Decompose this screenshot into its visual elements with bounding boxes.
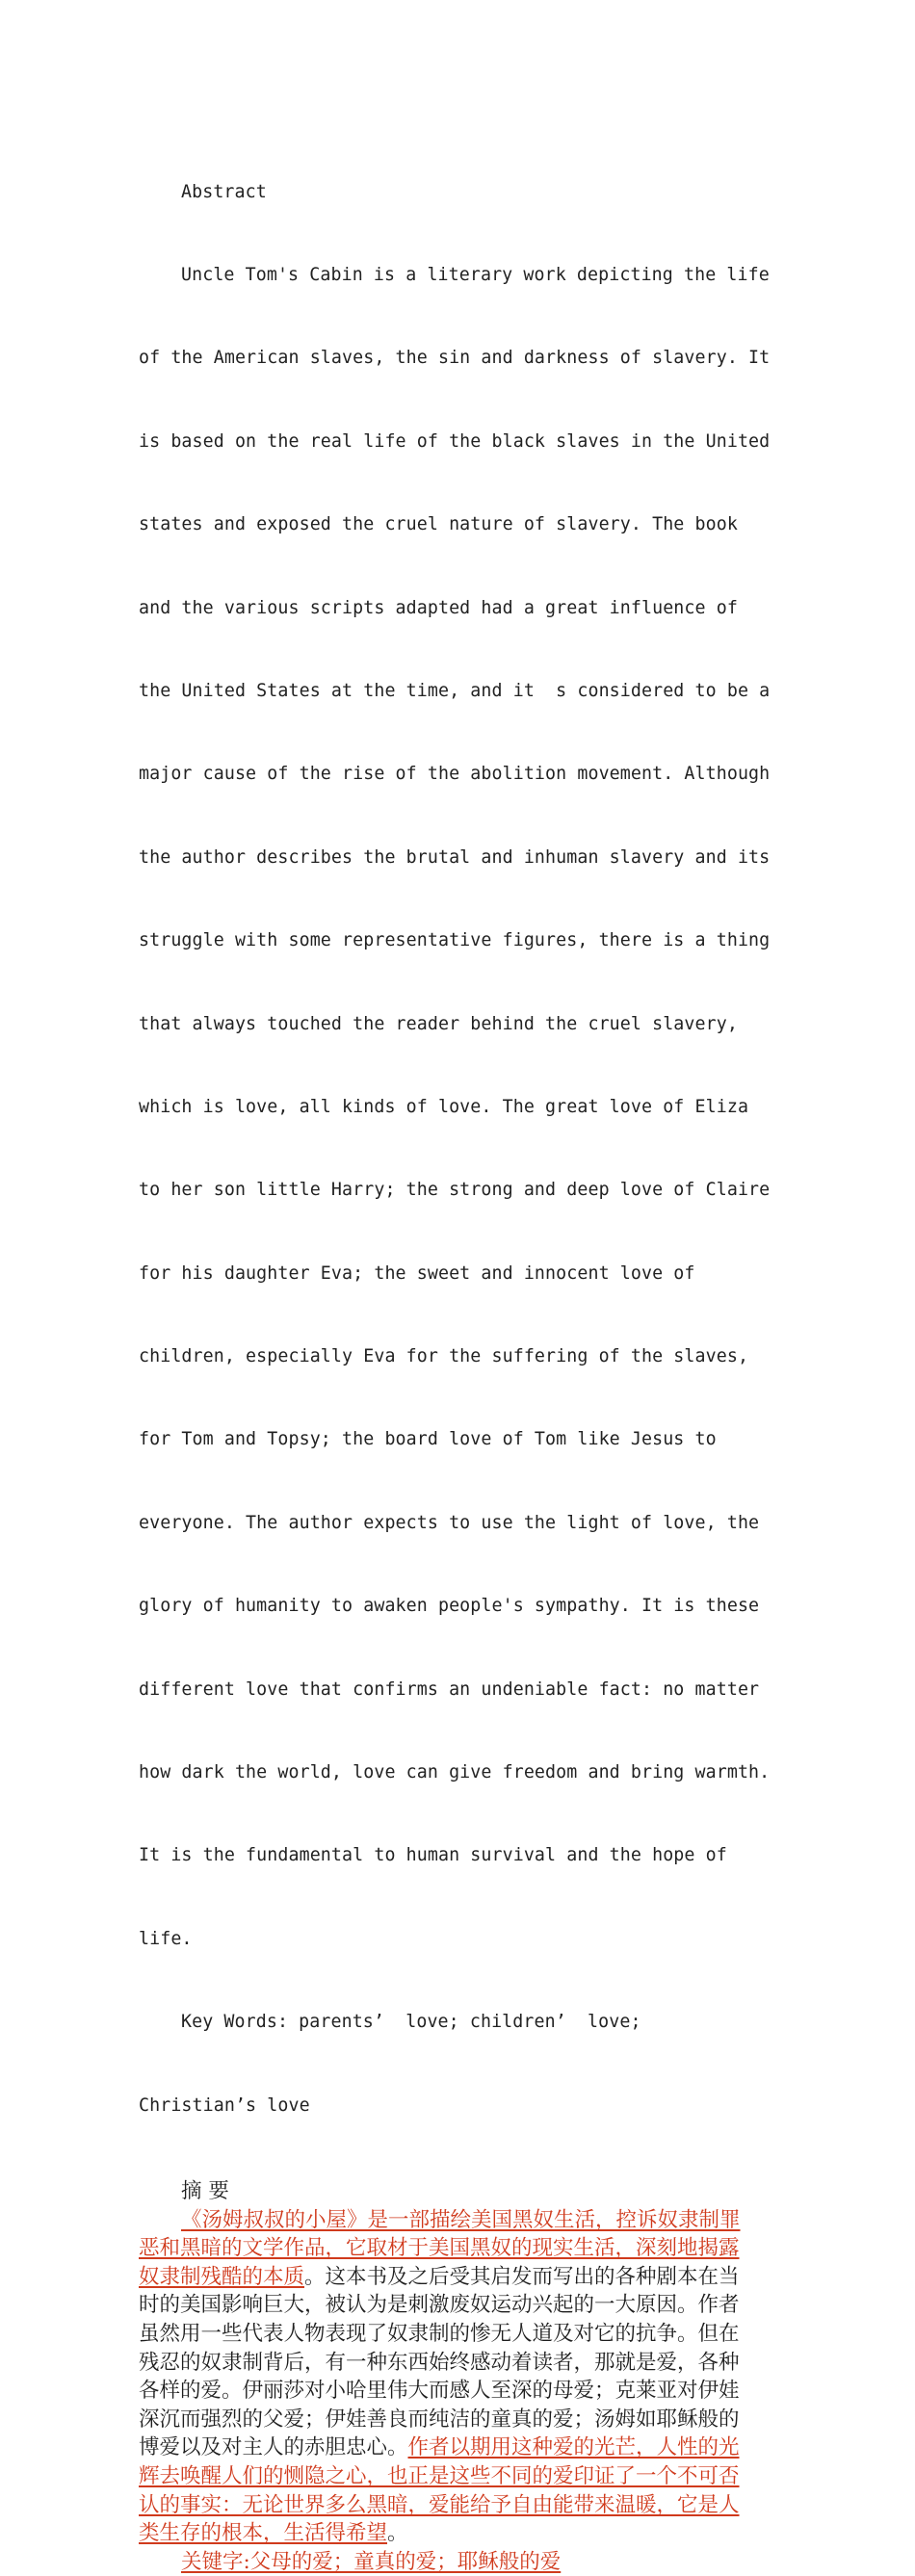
abstract-line: that always touched the reader behind the cruel slavery,: [139, 1013, 738, 1034]
highlighted-text: 奴隶制残酷的本质: [139, 2264, 305, 2289]
body-text: 。这本书及之后受其启发而写出的各种剧本在当: [304, 2264, 740, 2289]
zhaiyao-line: 残忍的奴隶制背后，有一种东西始终感动着读者，那就是爱，各种: [139, 2350, 740, 2375]
zhaiyao-heading: 摘 要: [181, 2178, 229, 2203]
zhaiyao-line: [139, 2234, 776, 2263]
highlighted-text: 恶和黑暗的文学作品，它取材于美国黑奴的现实生活，深刻地揭露: [139, 2236, 740, 2261]
english-abstract: [139, 123, 776, 2175]
keywords-line: Christian’s love: [139, 2095, 310, 2116]
abstract-line: to her son little Harry; the strong and deep love of Claire: [139, 1180, 771, 1201]
abstract-line: different love that confirms an undeniable fact: no matter: [139, 1678, 760, 1700]
abstract-line: for his daughter Eva; the sweet and innocent love of: [139, 1262, 695, 1284]
body-text: 博爱以及对主人的赤胆忠心。: [139, 2435, 408, 2460]
abstract-line: is based on the real life of the black slaves in the United: [139, 430, 771, 452]
abstract-line: It is the fundamental to human survival and the hope of: [139, 1845, 727, 1866]
zhaiyao-line: [139, 2206, 776, 2235]
abstract-line: which is love, all kinds of love. The great love of Eliza: [139, 1096, 749, 1117]
highlighted-text: 作者以期用这种爱的光芒，人性的光: [407, 2435, 740, 2460]
abstract-line: for Tom and Topsy; the board love of Tom like Jesus to: [139, 1429, 717, 1450]
abstract-line: everyone. The author expects to use the light of love, the: [139, 1512, 760, 1533]
highlighted-text: 关键字:父母的爱；童真的爱；耶稣般的爱: [181, 2549, 562, 2574]
abstract-line: and the various scripts adapted had a great influence of: [139, 597, 738, 618]
highlighted-text: 类生存的根本，生活得希望: [139, 2521, 388, 2546]
abstract-heading: Abstract: [181, 181, 267, 202]
document-content: [139, 123, 776, 2576]
zhaiyao-line: [139, 2491, 776, 2520]
abstract-line: life.: [139, 1928, 193, 1949]
highlighted-text: 辉去唤醒人们的恻隐之心，也正是这些不同的爱印证了一个不可否: [139, 2463, 740, 2488]
zhaiyao-line: 时的美国影响巨大，被认为是刺激废奴运动兴起的一大原因。作者: [139, 2293, 740, 2318]
zhaiyao-line: [139, 2519, 776, 2548]
abstract-line: glory of humanity to awaken people's sympathy. It is these: [139, 1596, 760, 1617]
zhaiyao-line: [139, 2462, 776, 2491]
abstract-line: the United States at the time, and it s considered to be a: [139, 680, 771, 701]
keywords-line: Key Words: parents’ love; children’ love;: [181, 2012, 641, 2033]
abstract-line: of the American slaves, the sin and darkness of slavery. It: [139, 348, 771, 369]
abstract-line: struggle with some representative figures, there is a thing: [139, 930, 771, 951]
body-text: 。: [387, 2521, 408, 2546]
chinese-abstract: [139, 2177, 776, 2576]
zhaiyao-line: 虽然用一些代表人物表现了奴隶制的惨无人道及对它的抗争。但在: [139, 2321, 740, 2346]
abstract-line: the author describes the brutal and inhuman slavery and its: [139, 846, 771, 868]
highlighted-text: 认的事实：无论世界多么黑暗，爱能给予自由能带来温暖，它是人: [139, 2492, 740, 2517]
zh-keywords-line: [139, 2548, 776, 2576]
abstract-line: how dark the world, love can give freedom and bring warmth.: [139, 1762, 771, 1783]
highlighted-text: 《汤姆叔叔的小屋》是一部描绘美国黑奴生活，控诉奴隶制罪: [181, 2207, 741, 2232]
zhaiyao-line: 深沉而强烈的父爱；伊娃善良而纯洁的童真的爱；汤姆如耶稣般的: [139, 2407, 740, 2432]
abstract-line: Uncle Tom's Cabin is a literary work depicting the life: [181, 264, 770, 285]
zhaiyao-line: 各样的爱。伊丽莎对小哈里伟大而感人至深的母爱；克莱亚对伊娃: [139, 2379, 740, 2404]
abstract-line: states and exposed the cruel nature of slavery. The book: [139, 514, 738, 535]
zhaiyao-line: [139, 2433, 776, 2462]
abstract-line: children, especially Eva for the suffering of the slaves,: [139, 1346, 749, 1367]
zhaiyao-line: [139, 2263, 776, 2292]
abstract-line: major cause of the rise of the abolition movement. Although: [139, 764, 771, 785]
